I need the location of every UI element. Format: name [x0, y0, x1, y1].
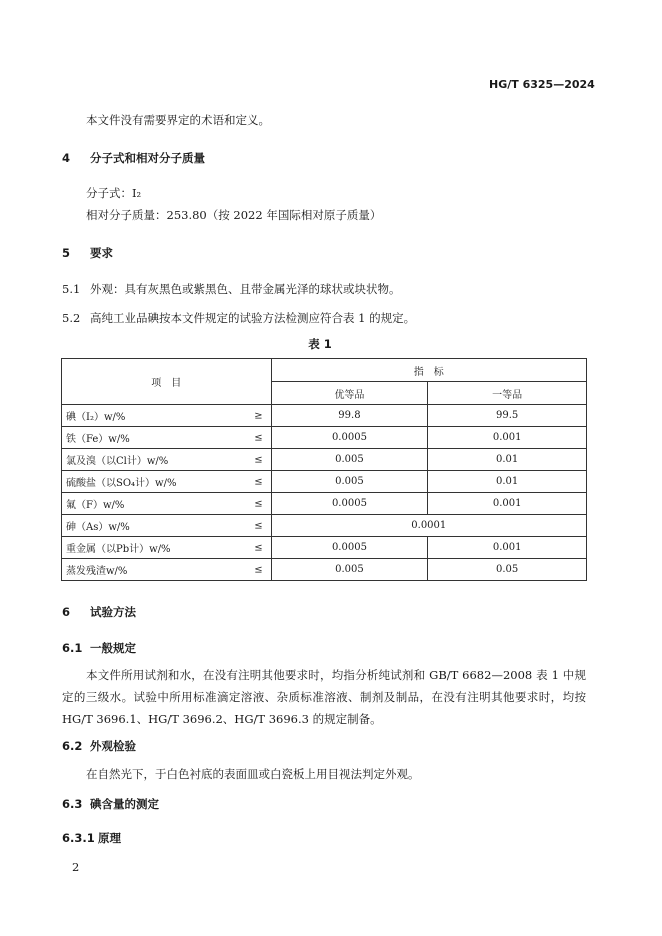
grade-b-value: 99.5 [428, 405, 587, 427]
limit-symbol: ≤ [254, 476, 263, 487]
grade-b-value: 0.05 [428, 559, 587, 581]
clause-6-3-1-heading [62, 830, 121, 846]
grade-a-value: 0.005 [271, 471, 428, 493]
section-number: 5 [62, 246, 71, 260]
header-grade-b: 一等品 [428, 382, 587, 405]
header-grade-a: 优等品 [271, 382, 428, 405]
grade-b-value: 0.01 [428, 471, 587, 493]
grade-b-value: 0.001 [428, 493, 587, 515]
limit-symbol: ≤ [254, 498, 263, 509]
molar-mass-text: 相对分子质量：253.80（按 2022 年国际相对原子质量） [86, 208, 382, 222]
clause-number: 6.1 [62, 641, 83, 655]
row-item [62, 559, 272, 581]
grade-a-value: 0.0005 [271, 493, 428, 515]
section-title: 要求 [90, 246, 113, 260]
grade-a-value: 0.0005 [271, 427, 428, 449]
table-row [62, 427, 587, 449]
section-6-heading [62, 604, 136, 620]
clause-title: 一般规定 [90, 641, 136, 655]
clause-text: 外观：具有灰黑色或紫黑色、且带金属光泽的球状或块状物。 [90, 282, 401, 296]
section-number: 6 [62, 605, 71, 619]
grade-a-value: 0.005 [271, 559, 428, 581]
grade-a-value: 0.005 [271, 449, 428, 471]
merged-value: 0.0001 [271, 515, 586, 537]
limit-symbol: ≤ [254, 542, 263, 553]
standard-number: HG/T 6325—2024 [489, 78, 595, 91]
spec-table [61, 358, 587, 581]
section-number: 4 [62, 151, 71, 165]
table-caption: 表 1 [308, 337, 332, 351]
clause-number: 5.1 [62, 282, 81, 296]
limit-symbol: ≤ [254, 454, 263, 465]
clause-title: 碘含量的测定 [90, 797, 159, 811]
item-label: 铁（Fe）w/% [66, 434, 130, 445]
clause-number: 5.2 [62, 311, 81, 325]
clause-text: 高纯工业品碘按本文件规定的试验方法检测应符合表 1 的规定。 [90, 311, 416, 325]
header-index: 指 标 [271, 359, 586, 382]
limit-symbol: ≤ [254, 520, 263, 531]
limit-symbol: ≤ [254, 432, 263, 443]
row-item [62, 537, 272, 559]
table-row [62, 493, 587, 515]
clause-5-2 [62, 310, 415, 326]
clause-number: 6.2 [62, 739, 83, 753]
table-row [62, 537, 587, 559]
row-item [62, 471, 272, 493]
grade-a-value: 99.8 [271, 405, 428, 427]
clause-6-3-heading [62, 796, 159, 812]
table-row [62, 449, 587, 471]
formula-text: 分子式：I₂ [86, 186, 142, 200]
section-4-heading [62, 150, 205, 166]
clause-number: 6.3.1 [62, 831, 95, 845]
row-item [62, 405, 272, 427]
item-label: 氯及溴（以Cl计）w/% [66, 456, 169, 467]
item-label: 砷（As）w/% [66, 522, 130, 533]
limit-symbol: ≥ [254, 410, 263, 421]
item-label: 碘（I₂）w/% [66, 412, 126, 423]
row-item [62, 427, 272, 449]
clause-6-2-heading [62, 738, 136, 754]
page-number: 2 [72, 860, 80, 874]
item-label: 氟（F）w/% [66, 500, 125, 511]
clause-6-1-heading [62, 640, 136, 656]
row-item [62, 449, 272, 471]
table-row [62, 559, 587, 581]
section-title: 分子式和相对分子质量 [90, 151, 205, 165]
clause-5-1 [62, 281, 401, 297]
clause-title: 外观检验 [90, 739, 136, 753]
limit-symbol: ≤ [254, 564, 263, 575]
row-item [62, 515, 272, 537]
section-title: 试验方法 [90, 605, 136, 619]
header-item: 项 目 [62, 359, 272, 405]
row-item [62, 493, 272, 515]
table-row [62, 405, 587, 427]
item-label: 硫酸盐（以SO₄计）w/% [66, 478, 177, 489]
intro-text: 本文件没有需要界定的术语和定义。 [86, 113, 270, 127]
grade-a-value: 0.0005 [271, 537, 428, 559]
grade-b-value: 0.001 [428, 427, 587, 449]
item-label: 蒸发残渣w/% [66, 566, 128, 577]
clause-number: 6.3 [62, 797, 83, 811]
clause-6-2-text: 在自然光下，于白色衬底的表面皿或白瓷板上用目视法判定外观。 [86, 767, 420, 781]
clause-6-1-text: 本文件所用试剂和水，在没有注明其他要求时，均指分析纯试剂和 GB/T 6682—2008 表 1 中规定的三级水。试验中所用标准滴定溶液、杂质标准溶液、制剂及制品，在没有注明其他要求时，均按 HG/T 3696.1、HG/T 3696.2、HG/T 3696.3 的规定制备。 [62, 668, 586, 726]
grade-b-value: 0.001 [428, 537, 587, 559]
item-label: 重金属（以Pb计）w/% [66, 544, 171, 555]
grade-b-value: 0.01 [428, 449, 587, 471]
table-row [62, 471, 587, 493]
table-row [62, 515, 587, 537]
section-5-heading [62, 245, 113, 261]
clause-title: 原理 [98, 831, 121, 845]
